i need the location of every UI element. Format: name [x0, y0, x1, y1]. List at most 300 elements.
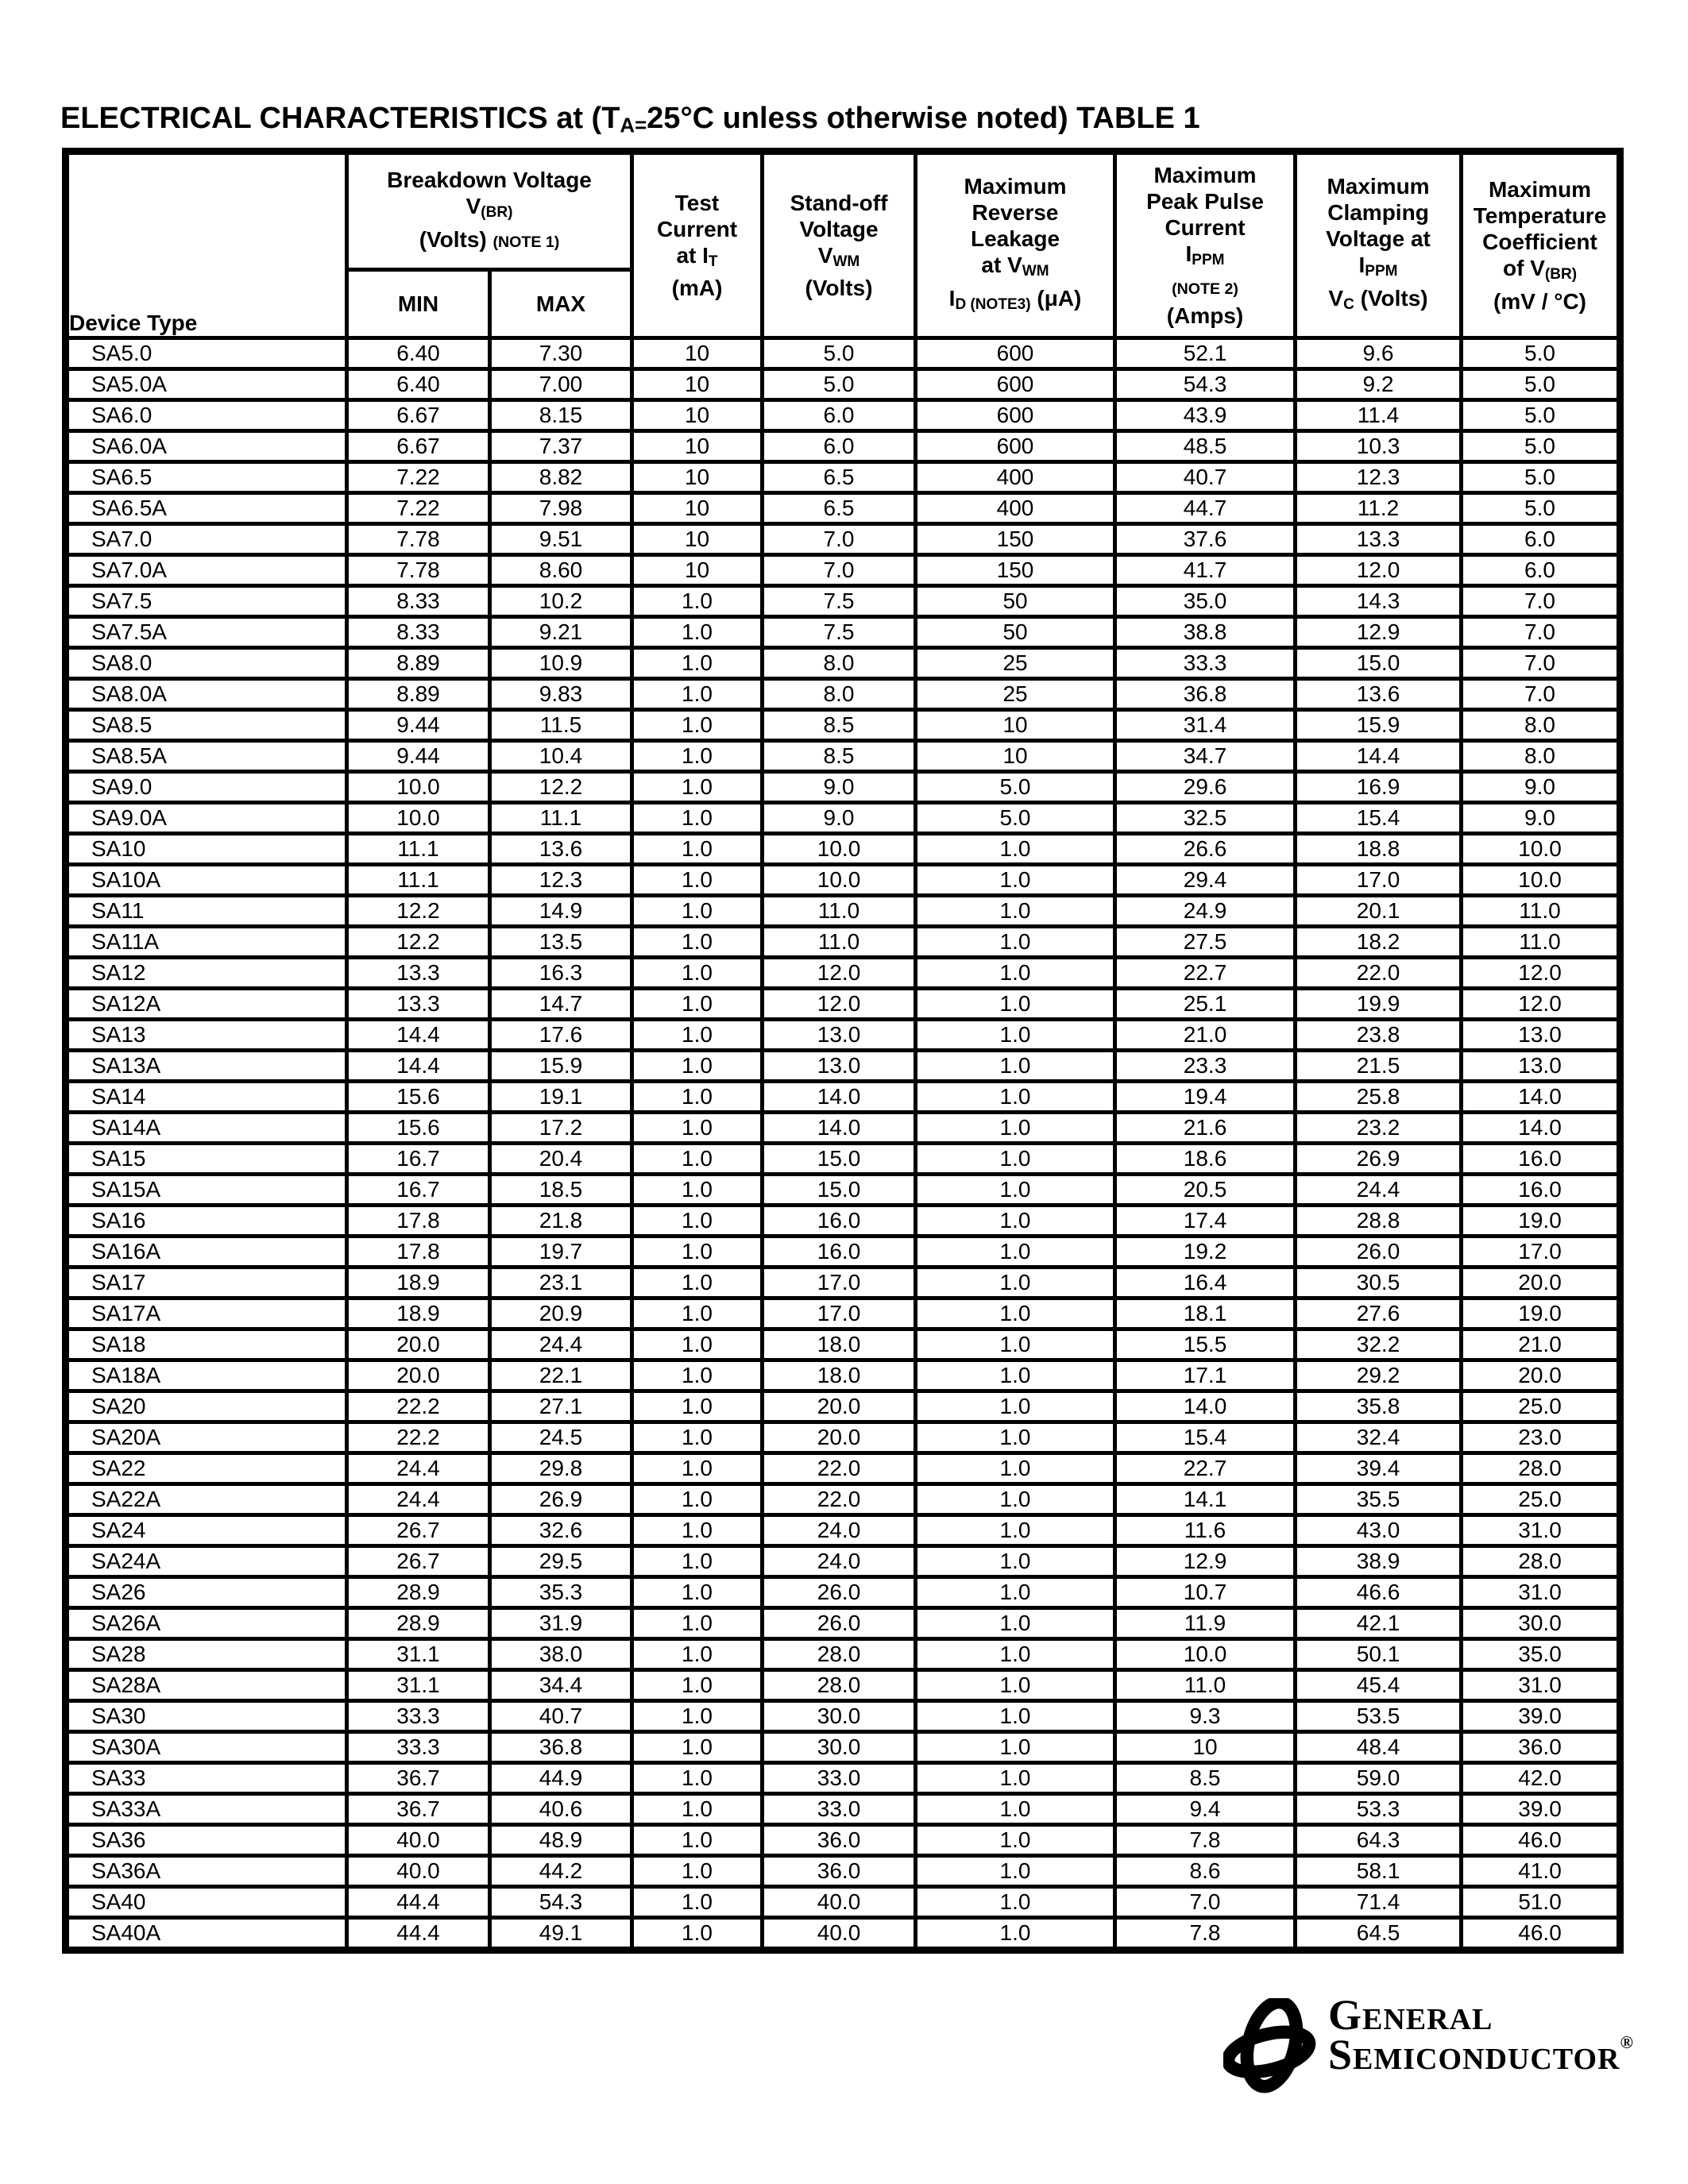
value-cell: 1.0 — [632, 927, 763, 958]
value-cell: 18.0 — [763, 1360, 916, 1391]
value-cell: 7.30 — [490, 338, 632, 369]
value-cell: 9.83 — [490, 679, 632, 710]
value-cell: 6.0 — [1462, 524, 1620, 555]
value-cell: 35.8 — [1296, 1391, 1462, 1422]
table-row — [66, 1113, 1620, 1144]
value-cell: 24.4 — [1296, 1175, 1462, 1206]
value-cell: 1.0 — [632, 1670, 763, 1701]
value-cell: 13.6 — [490, 834, 632, 865]
device-cell: SA18 — [66, 1329, 347, 1360]
value-cell: 29.2 — [1296, 1360, 1462, 1391]
value-cell: 17.1 — [1115, 1360, 1296, 1391]
value-cell: 9.6 — [1296, 338, 1462, 369]
value-cell: 10.2 — [490, 586, 632, 617]
device-cell: SA36 — [66, 1825, 347, 1856]
value-cell: 1.0 — [632, 1360, 763, 1391]
value-cell: 14.9 — [490, 896, 632, 927]
table-row — [66, 1825, 1620, 1856]
value-cell: 40.0 — [347, 1856, 490, 1887]
table-row — [66, 679, 1620, 710]
value-cell: 10 — [632, 493, 763, 524]
value-cell: 1.0 — [632, 1082, 763, 1113]
device-cell: SA16 — [66, 1206, 347, 1237]
value-cell: 12.0 — [763, 958, 916, 989]
value-cell: 20.5 — [1115, 1175, 1296, 1206]
value-cell: 7.8 — [1115, 1918, 1296, 1951]
value-cell: 28.0 — [1462, 1453, 1620, 1484]
value-cell: 8.5 — [1115, 1763, 1296, 1794]
table-row — [66, 1856, 1620, 1887]
value-cell: 1.0 — [632, 1639, 763, 1670]
value-cell: 9.44 — [347, 710, 490, 741]
value-cell: 15.4 — [1296, 803, 1462, 834]
value-cell: 27.6 — [1296, 1298, 1462, 1329]
value-cell: 9.0 — [763, 803, 916, 834]
value-cell: 16.7 — [347, 1144, 490, 1175]
value-cell: 7.78 — [347, 555, 490, 586]
value-cell: 16.0 — [763, 1237, 916, 1268]
value-cell: 17.2 — [490, 1113, 632, 1144]
table-row — [66, 1484, 1620, 1515]
value-cell: 1.0 — [632, 1484, 763, 1515]
device-cell: SA26A — [66, 1608, 347, 1639]
value-cell: 7.22 — [347, 462, 490, 493]
value-cell: 10 — [632, 369, 763, 400]
value-cell: 11.5 — [490, 710, 632, 741]
value-cell: 35.0 — [1115, 586, 1296, 617]
value-cell: 5.0 — [1462, 400, 1620, 431]
value-cell: 1.0 — [632, 1329, 763, 1360]
value-cell: 50 — [916, 586, 1115, 617]
value-cell: 51.0 — [1462, 1887, 1620, 1918]
value-cell: 7.22 — [347, 493, 490, 524]
value-cell: 15.0 — [1296, 648, 1462, 679]
value-cell: 1.0 — [916, 1020, 1115, 1051]
value-cell: 17.8 — [347, 1206, 490, 1237]
value-cell: 10 — [632, 462, 763, 493]
value-cell: 10.0 — [1115, 1639, 1296, 1670]
value-cell: 31.1 — [347, 1670, 490, 1701]
value-cell: 1.0 — [916, 1670, 1115, 1701]
value-cell: 600 — [916, 400, 1115, 431]
value-cell: 24.4 — [347, 1484, 490, 1515]
value-cell: 10 — [916, 741, 1115, 772]
value-cell: 17.4 — [1115, 1206, 1296, 1237]
value-cell: 10.9 — [490, 648, 632, 679]
value-cell: 34.7 — [1115, 741, 1296, 772]
value-cell: 59.0 — [1296, 1763, 1462, 1794]
value-cell: 21.0 — [1115, 1020, 1296, 1051]
value-cell: 30.0 — [763, 1701, 916, 1732]
value-cell: 19.0 — [1462, 1206, 1620, 1237]
table-row — [66, 431, 1620, 462]
value-cell: 7.8 — [1115, 1825, 1296, 1856]
value-cell: 24.0 — [763, 1546, 916, 1577]
value-cell: 6.40 — [347, 369, 490, 400]
value-cell: 71.4 — [1296, 1887, 1462, 1918]
device-cell: SA5.0 — [66, 338, 347, 369]
table-row — [66, 1763, 1620, 1794]
value-cell: 10.0 — [763, 834, 916, 865]
device-cell: SA9.0 — [66, 772, 347, 803]
registered-trademark-icon: ® — [1620, 2032, 1633, 2053]
value-cell: 19.0 — [1462, 1298, 1620, 1329]
value-cell: 19.4 — [1115, 1082, 1296, 1113]
value-cell: 10.0 — [347, 772, 490, 803]
value-cell: 40.7 — [490, 1701, 632, 1732]
value-cell: 23.1 — [490, 1268, 632, 1298]
value-cell: 1.0 — [916, 1391, 1115, 1422]
value-cell: 1.0 — [916, 834, 1115, 865]
value-cell: 24.9 — [1115, 896, 1296, 927]
value-cell: 8.0 — [763, 679, 916, 710]
value-cell: 1.0 — [632, 1453, 763, 1484]
value-cell: 1.0 — [632, 1546, 763, 1577]
device-cell: SA33A — [66, 1794, 347, 1825]
value-cell: 17.0 — [1296, 865, 1462, 896]
value-cell: 17.8 — [347, 1237, 490, 1268]
value-cell: 31.1 — [347, 1639, 490, 1670]
value-cell: 8.0 — [1462, 741, 1620, 772]
value-cell: 11.0 — [763, 896, 916, 927]
value-cell: 1.0 — [916, 1639, 1115, 1670]
value-cell: 40.0 — [763, 1918, 916, 1951]
value-cell: 23.0 — [1462, 1422, 1620, 1453]
value-cell: 24.4 — [347, 1453, 490, 1484]
table-row — [66, 1918, 1620, 1951]
value-cell: 13.3 — [1296, 524, 1462, 555]
value-cell: 9.44 — [347, 741, 490, 772]
value-cell: 18.1 — [1115, 1298, 1296, 1329]
general-semiconductor-logo — [1223, 1991, 1633, 2095]
value-cell: 13.3 — [347, 989, 490, 1020]
value-cell: 1.0 — [916, 1051, 1115, 1082]
table-header — [66, 152, 1620, 338]
value-cell: 1.0 — [632, 1144, 763, 1175]
table-row — [66, 896, 1620, 927]
value-cell: 5.0 — [1462, 462, 1620, 493]
value-cell: 15.0 — [763, 1175, 916, 1206]
value-cell: 15.6 — [347, 1113, 490, 1144]
table-row — [66, 989, 1620, 1020]
value-cell: 27.5 — [1115, 927, 1296, 958]
table-row — [66, 1608, 1620, 1639]
value-cell: 33.3 — [1115, 648, 1296, 679]
device-cell: SA5.0A — [66, 369, 347, 400]
value-cell: 12.9 — [1296, 617, 1462, 648]
device-cell: SA24A — [66, 1546, 347, 1577]
value-cell: 20.0 — [763, 1391, 916, 1422]
value-cell: 8.0 — [1462, 710, 1620, 741]
value-cell: 19.2 — [1115, 1237, 1296, 1268]
value-cell: 29.4 — [1115, 865, 1296, 896]
device-cell: SA10A — [66, 865, 347, 896]
value-cell: 54.3 — [1115, 369, 1296, 400]
table-row — [66, 369, 1620, 400]
value-cell: 21.6 — [1115, 1113, 1296, 1144]
value-cell: 150 — [916, 524, 1115, 555]
value-cell: 1.0 — [916, 1453, 1115, 1484]
value-cell: 1.0 — [916, 896, 1115, 927]
value-cell: 19.7 — [490, 1237, 632, 1268]
value-cell: 44.2 — [490, 1856, 632, 1887]
value-cell: 18.5 — [490, 1175, 632, 1206]
value-cell: 14.3 — [1296, 586, 1462, 617]
value-cell: 5.0 — [1462, 493, 1620, 524]
value-cell: 9.3 — [1115, 1701, 1296, 1732]
value-cell: 10.4 — [490, 741, 632, 772]
value-cell: 6.67 — [347, 400, 490, 431]
device-cell: SA40 — [66, 1887, 347, 1918]
value-cell: 1.0 — [632, 803, 763, 834]
table-row — [66, 1206, 1620, 1237]
table-row — [66, 400, 1620, 431]
value-cell: 1.0 — [916, 1175, 1115, 1206]
header-test-current: Test Current at $I_T$ (mA) — [632, 152, 763, 338]
value-cell: 26.9 — [490, 1484, 632, 1515]
device-cell: SA9.0A — [66, 803, 347, 834]
value-cell: 11.1 — [347, 834, 490, 865]
value-cell: 31.0 — [1462, 1670, 1620, 1701]
value-cell: 17.0 — [763, 1268, 916, 1298]
value-cell: 32.2 — [1296, 1329, 1462, 1360]
value-cell: 6.5 — [763, 462, 916, 493]
value-cell: 1.0 — [916, 1237, 1115, 1268]
value-cell: 1.0 — [632, 834, 763, 865]
table-row — [66, 1051, 1620, 1082]
value-cell: 38.8 — [1115, 617, 1296, 648]
device-cell: SA22A — [66, 1484, 347, 1515]
value-cell: 64.5 — [1296, 1918, 1462, 1951]
table-row — [66, 524, 1620, 555]
value-cell: 32.6 — [490, 1515, 632, 1546]
table-row — [66, 1577, 1620, 1608]
value-cell: 8.82 — [490, 462, 632, 493]
value-cell: 9.0 — [763, 772, 916, 803]
device-cell: SA18A — [66, 1360, 347, 1391]
value-cell: 1.0 — [632, 710, 763, 741]
value-cell: 16.0 — [1462, 1144, 1620, 1175]
value-cell: 10 — [632, 431, 763, 462]
value-cell: 1.0 — [632, 741, 763, 772]
value-cell: 5.0 — [1462, 369, 1620, 400]
value-cell: 19.1 — [490, 1082, 632, 1113]
table-row — [66, 1639, 1620, 1670]
value-cell: 1.0 — [632, 1391, 763, 1422]
value-cell: 1.0 — [916, 1360, 1115, 1391]
header-standoff-voltage: Stand-off Voltage $V_{WM}$ (Volts) — [763, 152, 916, 338]
device-cell: SA33 — [66, 1763, 347, 1794]
value-cell: 32.5 — [1115, 803, 1296, 834]
value-cell: 20.0 — [347, 1360, 490, 1391]
value-cell: 28.0 — [763, 1639, 916, 1670]
value-cell: 14.4 — [347, 1020, 490, 1051]
value-cell: 1.0 — [916, 1144, 1115, 1175]
value-cell: 13.0 — [1462, 1051, 1620, 1082]
value-cell: 400 — [916, 493, 1115, 524]
device-cell: SA40A — [66, 1918, 347, 1951]
value-cell: 49.1 — [490, 1918, 632, 1951]
value-cell: 18.0 — [763, 1329, 916, 1360]
logo-line-semiconductor: Semiconductor® — [1328, 2031, 1633, 2079]
value-cell: 41.7 — [1115, 555, 1296, 586]
value-cell: 44.4 — [347, 1887, 490, 1918]
device-cell: SA10 — [66, 834, 347, 865]
table-row — [66, 493, 1620, 524]
value-cell: 8.15 — [490, 400, 632, 431]
value-cell: 11.2 — [1296, 493, 1462, 524]
header-peak-pulse-current: Maximum Peak Pulse Current $I_{PPM}$ (NOTE 2) (Amps) — [1115, 152, 1296, 338]
value-cell: 1.0 — [916, 1825, 1115, 1856]
value-cell: 8.5 — [763, 741, 916, 772]
value-cell: 46.0 — [1462, 1825, 1620, 1856]
value-cell: 36.0 — [1462, 1732, 1620, 1763]
header-max: MAX — [490, 270, 632, 338]
value-cell: 14.4 — [1296, 741, 1462, 772]
value-cell: 15.9 — [490, 1051, 632, 1082]
value-cell: 5.0 — [763, 369, 916, 400]
value-cell: 17.0 — [763, 1298, 916, 1329]
value-cell: 1.0 — [916, 1918, 1115, 1951]
value-cell: 8.33 — [347, 617, 490, 648]
value-cell: 7.0 — [763, 524, 916, 555]
value-cell: 43.0 — [1296, 1515, 1462, 1546]
value-cell: 22.2 — [347, 1391, 490, 1422]
value-cell: 1.0 — [916, 1422, 1115, 1453]
device-cell: SA28 — [66, 1639, 347, 1670]
value-cell: 22.0 — [763, 1484, 916, 1515]
value-cell: 1.0 — [632, 1918, 763, 1951]
table-row — [66, 617, 1620, 648]
value-cell: 28.9 — [347, 1608, 490, 1639]
value-cell: 48.9 — [490, 1825, 632, 1856]
table-row — [66, 338, 1620, 369]
value-cell: 38.9 — [1296, 1546, 1462, 1577]
value-cell: 46.0 — [1462, 1918, 1620, 1951]
value-cell: 17.0 — [1462, 1237, 1620, 1268]
device-cell: SA22 — [66, 1453, 347, 1484]
value-cell: 26.9 — [1296, 1144, 1462, 1175]
value-cell: 1.0 — [916, 1515, 1115, 1546]
value-cell: 7.37 — [490, 431, 632, 462]
value-cell: 22.0 — [763, 1453, 916, 1484]
value-cell: 8.0 — [763, 648, 916, 679]
value-cell: 1.0 — [632, 989, 763, 1020]
device-cell: SA26 — [66, 1577, 347, 1608]
value-cell: 12.3 — [1296, 462, 1462, 493]
value-cell: 1.0 — [632, 1887, 763, 1918]
value-cell: 29.8 — [490, 1453, 632, 1484]
value-cell: 42.0 — [1462, 1763, 1620, 1794]
table-row — [66, 958, 1620, 989]
value-cell: 1.0 — [916, 1206, 1115, 1237]
value-cell: 28.9 — [347, 1577, 490, 1608]
device-cell: SA30 — [66, 1701, 347, 1732]
device-cell: SA14A — [66, 1113, 347, 1144]
value-cell: 39.0 — [1462, 1794, 1620, 1825]
value-cell: 15.9 — [1296, 710, 1462, 741]
value-cell: 12.0 — [1462, 989, 1620, 1020]
value-cell: 9.4 — [1115, 1794, 1296, 1825]
table-row — [66, 1268, 1620, 1298]
value-cell: 26.0 — [763, 1577, 916, 1608]
value-cell: 600 — [916, 431, 1115, 462]
value-cell: 5.0 — [1462, 338, 1620, 369]
value-cell: 26.0 — [763, 1608, 916, 1639]
table-row — [66, 1360, 1620, 1391]
value-cell: 12.0 — [1296, 555, 1462, 586]
value-cell: 11.0 — [1115, 1670, 1296, 1701]
table-row — [66, 1020, 1620, 1051]
value-cell: 12.0 — [763, 989, 916, 1020]
table-row — [66, 865, 1620, 896]
device-cell: SA6.5A — [66, 493, 347, 524]
logo-orbit-icon — [1223, 1998, 1317, 2095]
value-cell: 5.0 — [916, 803, 1115, 834]
value-cell: 1.0 — [916, 1732, 1115, 1763]
value-cell: 9.2 — [1296, 369, 1462, 400]
value-cell: 18.6 — [1115, 1144, 1296, 1175]
value-cell: 14.0 — [1462, 1082, 1620, 1113]
header-reverse-leakage: Maximum Reverse Leakage at $V_{WM}$ $I_{D (NOTE3)}$ (μA) — [916, 152, 1115, 338]
value-cell: 8.6 — [1115, 1856, 1296, 1887]
device-cell: SA15 — [66, 1144, 347, 1175]
value-cell: 7.5 — [763, 617, 916, 648]
value-cell: 23.8 — [1296, 1020, 1462, 1051]
value-cell: 1.0 — [916, 927, 1115, 958]
value-cell: 15.0 — [763, 1144, 916, 1175]
table-row — [66, 772, 1620, 803]
table-row — [66, 1887, 1620, 1918]
value-cell: 20.1 — [1296, 896, 1462, 927]
value-cell: 1.0 — [632, 1794, 763, 1825]
value-cell: 5.0 — [763, 338, 916, 369]
value-cell: 7.00 — [490, 369, 632, 400]
value-cell: 1.0 — [916, 1546, 1115, 1577]
value-cell: 10 — [632, 524, 763, 555]
value-cell: 11.1 — [490, 803, 632, 834]
device-cell: SA24 — [66, 1515, 347, 1546]
value-cell: 1.0 — [632, 1608, 763, 1639]
device-cell: SA13 — [66, 1020, 347, 1051]
value-cell: 14.0 — [763, 1113, 916, 1144]
device-cell: SA16A — [66, 1237, 347, 1268]
value-cell: 53.5 — [1296, 1701, 1462, 1732]
value-cell: 22.2 — [347, 1422, 490, 1453]
table-row — [66, 803, 1620, 834]
value-cell: 33.0 — [763, 1763, 916, 1794]
device-cell: SA17 — [66, 1268, 347, 1298]
value-cell: 1.0 — [632, 1825, 763, 1856]
value-cell: 40.0 — [763, 1887, 916, 1918]
table-row — [66, 1237, 1620, 1268]
value-cell: 22.0 — [1296, 958, 1462, 989]
device-cell: SA20A — [66, 1422, 347, 1453]
table-row — [66, 1391, 1620, 1422]
value-cell: 7.0 — [1462, 617, 1620, 648]
value-cell: 7.5 — [763, 586, 916, 617]
table-row — [66, 710, 1620, 741]
value-cell: 1.0 — [632, 1298, 763, 1329]
value-cell: 58.1 — [1296, 1856, 1462, 1887]
value-cell: 42.1 — [1296, 1608, 1462, 1639]
table-row — [66, 1701, 1620, 1732]
table-row — [66, 834, 1620, 865]
header-device-type: Device Type — [66, 152, 347, 338]
value-cell: 6.0 — [763, 400, 916, 431]
value-cell: 54.3 — [490, 1887, 632, 1918]
value-cell: 18.2 — [1296, 927, 1462, 958]
